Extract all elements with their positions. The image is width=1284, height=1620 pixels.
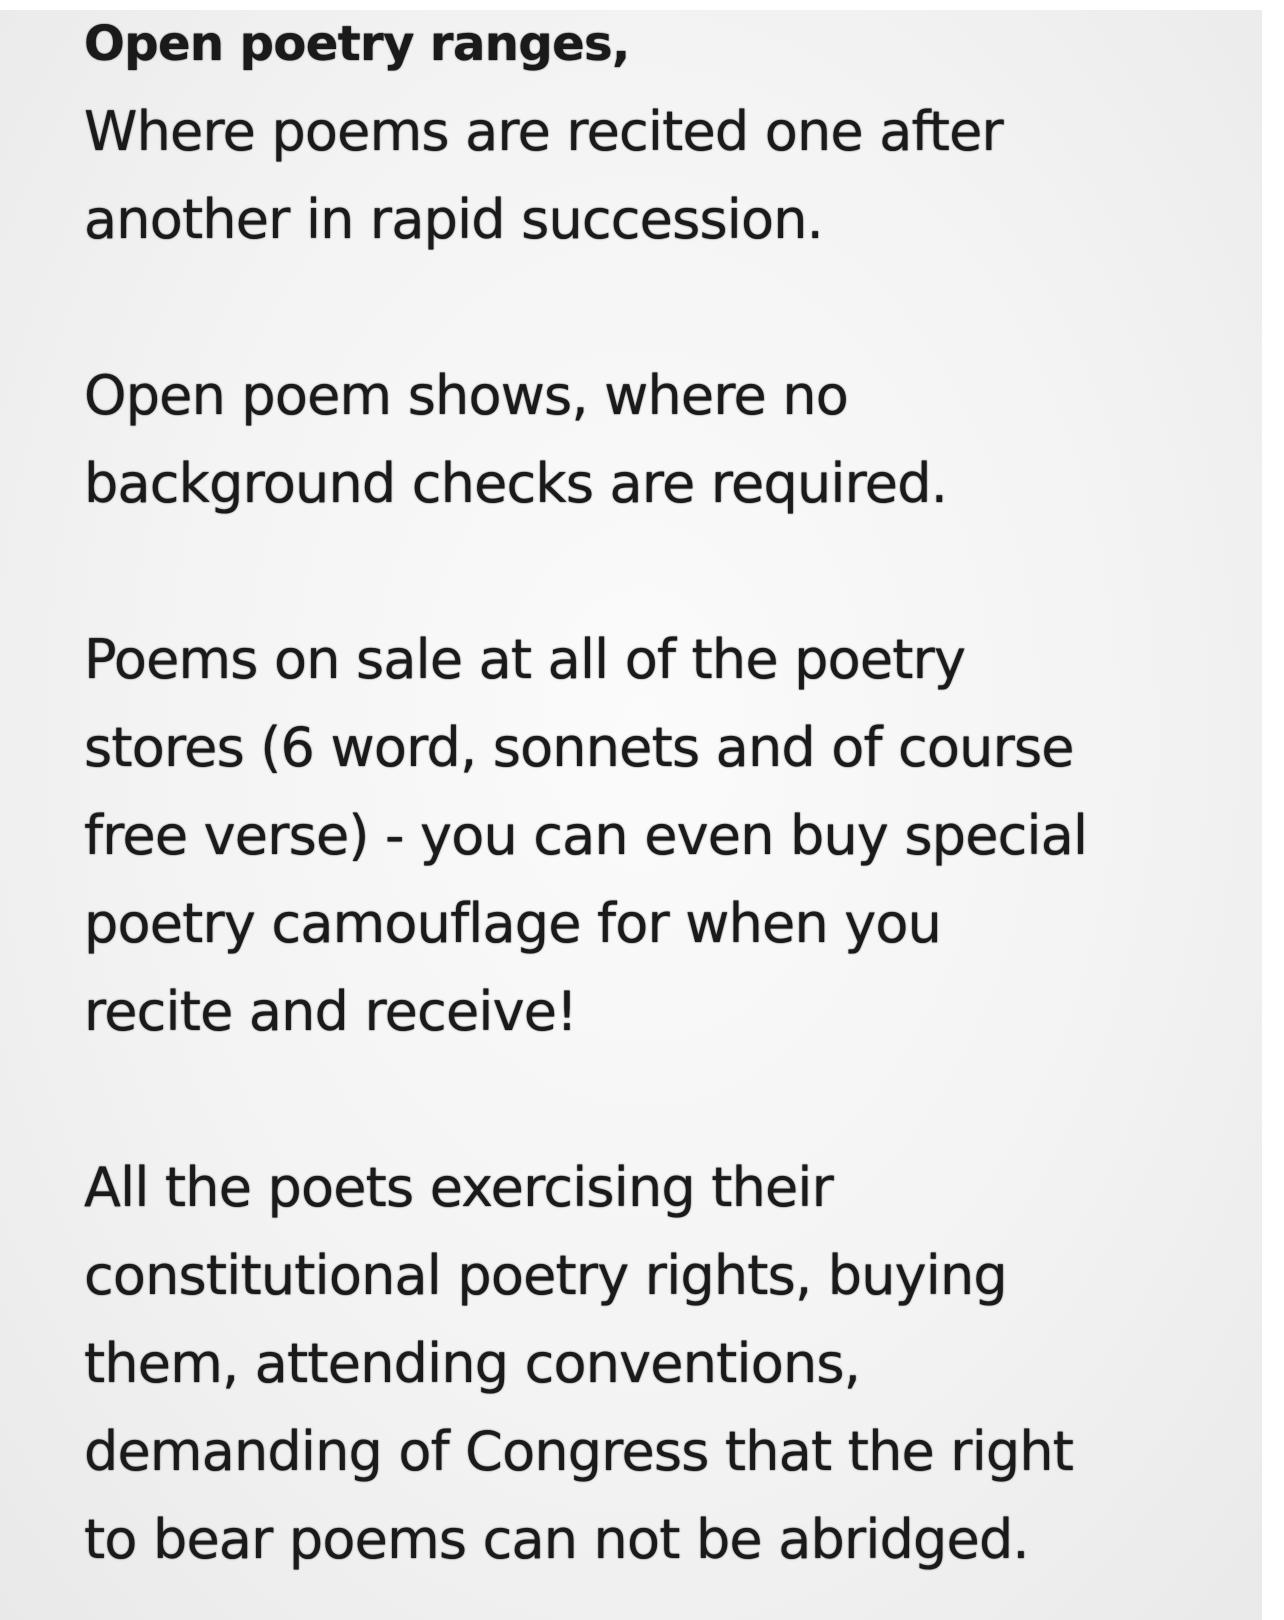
- stanza-4-line-5: to bear poems can not be abridged.: [84, 1508, 1029, 1571]
- stanza-4-line-3: them, attending conventions,: [84, 1332, 861, 1395]
- stanza-3-line-1: Poems on sale at all of the poetry: [84, 628, 966, 691]
- stanza-1-line-1: Where poems are recited one after: [84, 100, 1003, 163]
- stanza-3-line-5: recite and receive!: [84, 980, 578, 1043]
- stanza-4-line-2: constitutional poetry rights, buying: [84, 1244, 1007, 1307]
- stanza-3-line-2: stores (6 word, sonnets and of course: [84, 716, 1074, 779]
- stanza-4-line-4: demanding of Congress that the right: [84, 1420, 1074, 1483]
- stanza-1-line-2: another in rapid succession.: [84, 188, 824, 251]
- stanza-3-line-3: free verse) - you can even buy special: [84, 804, 1088, 867]
- stanza-2-line-1: Open poem shows, where no: [84, 364, 849, 427]
- top-border: [0, 0, 1284, 10]
- poem-title: Open poetry ranges,: [84, 16, 630, 72]
- stanza-4-line-1: All the poets exercising their: [84, 1156, 834, 1219]
- right-border: [1262, 0, 1284, 1620]
- stanza-2-line-2: background checks are required.: [84, 452, 948, 515]
- stanza-3-line-4: poetry camouflage for when you: [84, 892, 942, 955]
